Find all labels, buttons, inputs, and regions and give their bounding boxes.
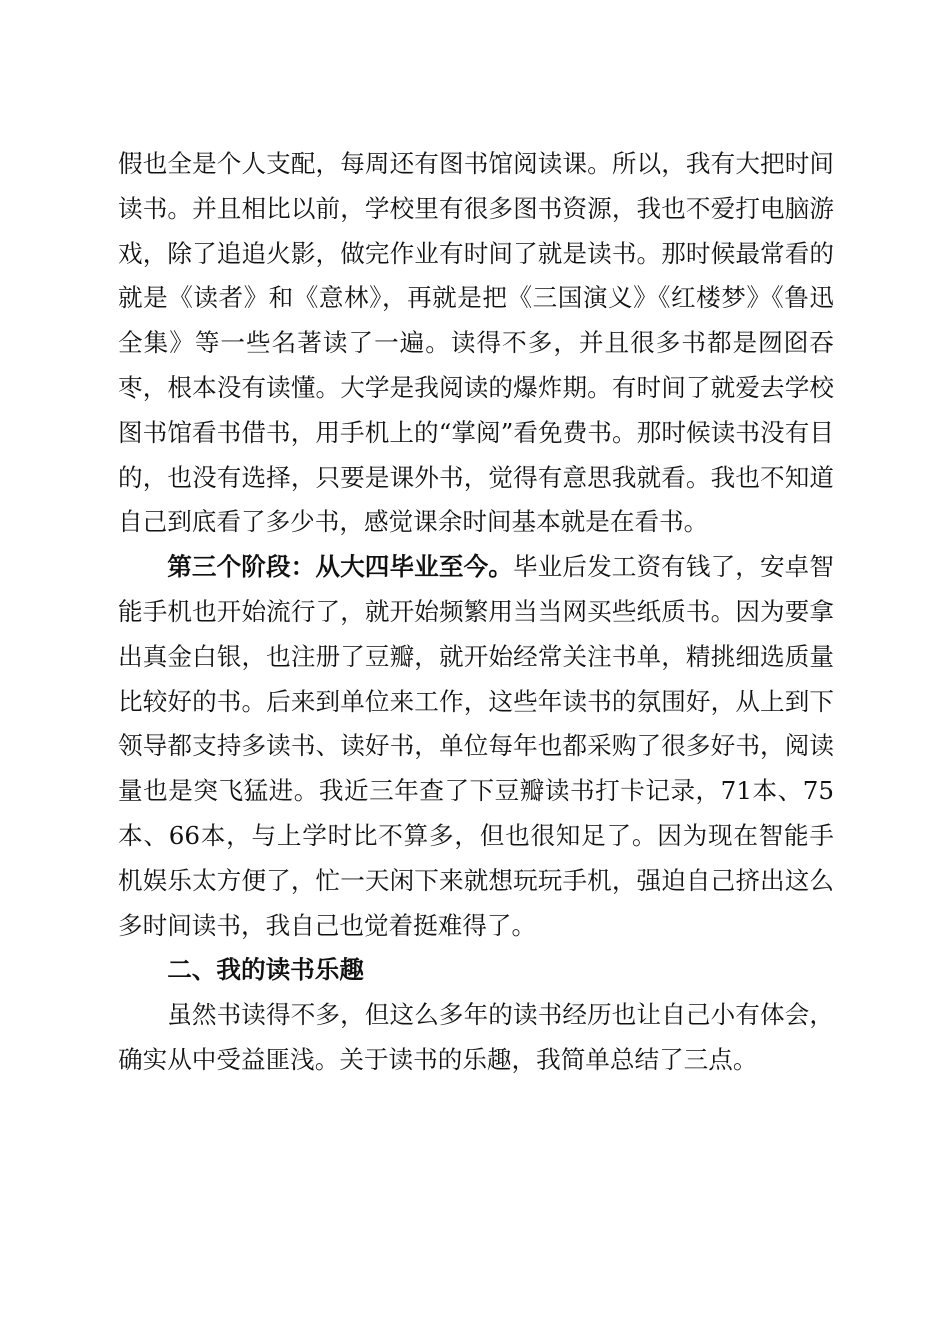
- paragraph-continued: 假也全是个人支配，每周还有图书馆阅读课。所以，我有大把时间读书。并且相比以前，学校里有很多图书资源，我也不爱打电脑游戏，除了追追火影，做完作业有时间了就是读书。那时候最常看的就是《读者》和《意林》，再就是把《三国演义》《红楼梦》《鲁迅全集》等一些名著读了一遍。读得不多，并且很多书都是囫囵吞枣，根本没有读懂。大学是我阅读的爆炸期。有时间了就爱去学校图书馆看书借书，用手机上的“掌阅”看免费书。那时候读书没有目的，也没有选择，只要是课外书，觉得有意思我就看。我也不知道自己到底看了多少书，感觉课余时间基本就是在看书。: [118, 149, 834, 537]
- paragraph-stage-three: [118, 545, 834, 948]
- document-body: [118, 142, 834, 1083]
- paragraph-section-intro: 虽然书读得不多，但这么多年的读书经历也让自己小有体会，确实从中受益匪浅。关于读书的乐趣，我简单总结了三点。: [118, 1000, 834, 1074]
- stage-three-body: 毕业后发工资有钱了，安卓智能手机也开始流行了，就开始频繁用当当网买些纸质书。因为要拿出真金白银，也注册了豆瓣，就开始经常关注书单，精挑细选质量比较好的书。后来到单位来工作，这些年读书的氛围好，从上到下领导都支持多读书、读好书，单位每年也都采购了很多好书，阅读量也是突飞猛进。我近三年查了下豆瓣读书打卡记录，71本、75本、66本，与上学时比不算多，但也很知足了。因为现在智能手机娱乐太方便了，忙一天闲下来就想玩玩手机，强迫自己挤出这么多时间读书，我自己也觉着挺难得了。: [118, 552, 834, 940]
- section-heading: 二、我的读书乐趣: [167, 955, 364, 985]
- stage-three-lead: 第三个阶段：从大四毕业至今。: [167, 552, 513, 582]
